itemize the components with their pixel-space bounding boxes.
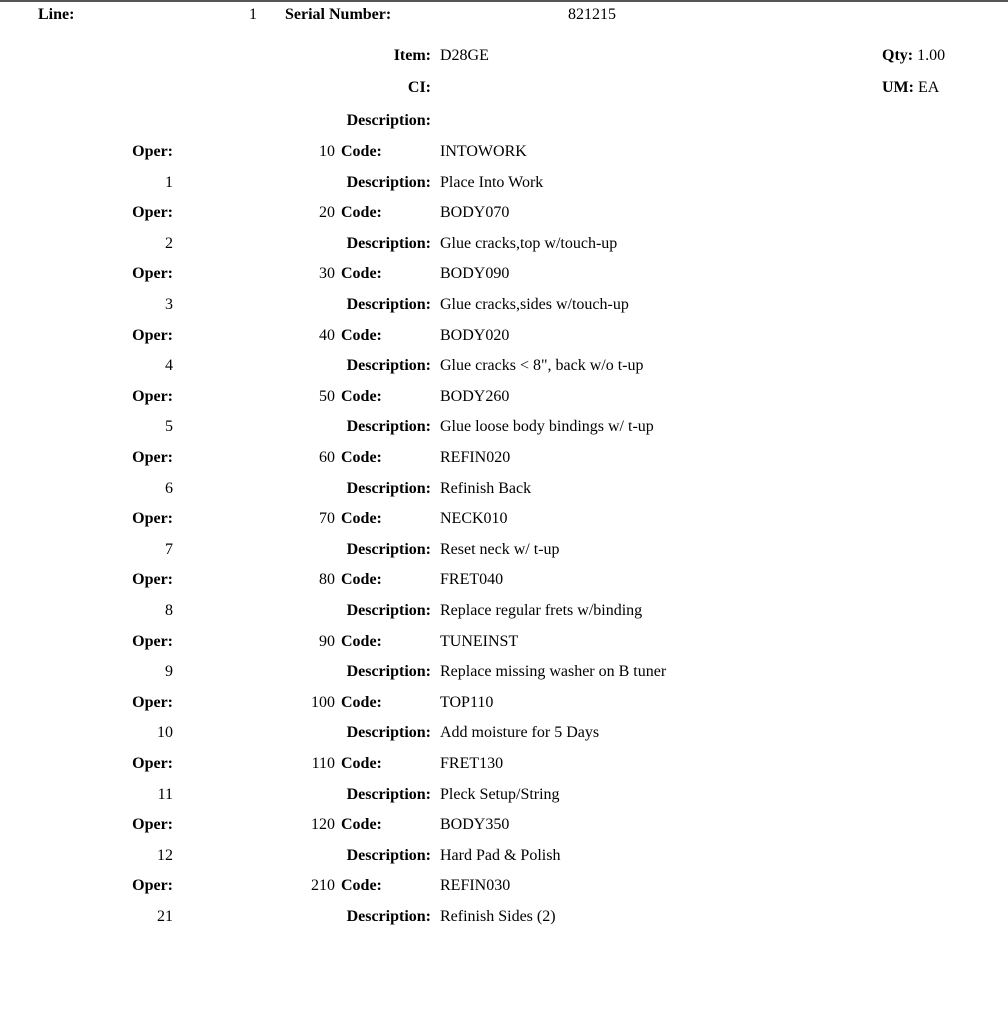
sequence-number: 7	[165, 541, 173, 558]
oper-row	[0, 446, 1008, 470]
oper-description-row	[0, 660, 1008, 684]
oper-description-row	[0, 783, 1008, 807]
oper-number: 210	[311, 877, 335, 894]
code-value: REFIN030	[440, 877, 511, 894]
code-value: FRET040	[440, 571, 504, 588]
oper-row	[0, 262, 1008, 286]
code-value: TOP110	[440, 694, 494, 711]
code-label: Code:	[341, 571, 382, 588]
description-value: Reset neck w/ t-up	[440, 541, 560, 558]
oper-description-row	[0, 354, 1008, 378]
description-value: Refinish Sides (2)	[440, 908, 556, 925]
code-label: Code:	[341, 327, 382, 344]
description-label: Description:	[346, 296, 431, 313]
description-value: Hard Pad & Polish	[440, 847, 561, 864]
code-value: BODY260	[440, 388, 510, 405]
code-label: Code:	[341, 510, 382, 527]
oper-label: Oper:	[132, 755, 173, 772]
description-value: Glue cracks,top w/touch-up	[440, 235, 618, 252]
ci-label: CI:	[407, 79, 431, 96]
oper-label: Oper:	[132, 633, 173, 650]
qty	[882, 44, 945, 68]
code-label: Code:	[341, 265, 382, 282]
oper-row	[0, 813, 1008, 837]
header-row-line	[0, 3, 1008, 27]
oper-row	[0, 324, 1008, 348]
description-label: Description:	[346, 235, 431, 252]
oper-number: 10	[319, 143, 335, 160]
oper-row	[0, 507, 1008, 531]
oper-label: Oper:	[132, 449, 173, 466]
sequence-number: 10	[157, 724, 173, 741]
oper-label: Oper:	[132, 877, 173, 894]
code-label: Code:	[341, 816, 382, 833]
oper-description-row	[0, 415, 1008, 439]
oper-number: 120	[311, 816, 335, 833]
oper-row	[0, 630, 1008, 654]
oper-number: 80	[319, 571, 335, 588]
oper-description-row	[0, 844, 1008, 868]
code-value: REFIN020	[440, 449, 511, 466]
oper-description-row	[0, 477, 1008, 501]
description-label: Description:	[346, 847, 431, 864]
code-value: BODY070	[440, 204, 510, 221]
code-label: Code:	[341, 388, 382, 405]
oper-label: Oper:	[132, 204, 173, 221]
description-label: Description:	[346, 541, 431, 558]
description-value: Pleck Setup/String	[440, 786, 560, 803]
serial-number-label: Serial Number:	[285, 6, 392, 23]
description-label: Description:	[346, 480, 431, 497]
code-value: BODY020	[440, 327, 510, 344]
description-label: Description:	[346, 174, 431, 191]
oper-label: Oper:	[132, 510, 173, 527]
code-value: INTOWORK	[440, 143, 527, 160]
sequence-number: 5	[165, 418, 173, 435]
oper-label: Oper:	[132, 327, 173, 344]
description-label: Description:	[346, 786, 431, 803]
sequence-number: 11	[157, 786, 173, 803]
um	[882, 76, 939, 100]
sequence-number: 9	[165, 663, 173, 680]
line-value: 1	[249, 6, 257, 23]
qty-label: Qty:	[882, 47, 914, 64]
item-value: D28GE	[440, 47, 489, 64]
sequence-number: 12	[157, 847, 173, 864]
oper-label: Oper:	[132, 388, 173, 405]
description-label: Description:	[346, 663, 431, 680]
code-value: FRET130	[440, 755, 504, 772]
oper-label: Oper:	[132, 571, 173, 588]
sequence-number: 3	[165, 296, 173, 313]
header-row-description	[0, 109, 1008, 133]
code-value: TUNEINST	[440, 633, 519, 650]
oper-row	[0, 752, 1008, 776]
code-label: Code:	[341, 143, 382, 160]
description-label: Description:	[346, 908, 431, 925]
description-value: Add moisture for 5 Days	[440, 724, 600, 741]
description-value: Glue loose body bindings w/ t-up	[440, 418, 654, 435]
code-value: BODY090	[440, 265, 510, 282]
sequence-number: 1	[165, 174, 173, 191]
description-value: Replace missing washer on B tuner	[440, 663, 667, 680]
oper-description-row	[0, 293, 1008, 317]
oper-label: Oper:	[132, 816, 173, 833]
oper-number: 90	[319, 633, 335, 650]
oper-description-row	[0, 232, 1008, 256]
description-label: Description:	[346, 724, 431, 741]
code-value: BODY350	[440, 816, 510, 833]
line-label: Line:	[38, 6, 75, 23]
oper-number: 100	[311, 694, 335, 711]
serial-number-value: 821215	[568, 6, 616, 23]
qty-value: 1.00	[917, 47, 946, 64]
oper-description-row	[0, 538, 1008, 562]
oper-row	[0, 385, 1008, 409]
code-label: Code:	[341, 877, 382, 894]
sequence-number: 6	[165, 480, 173, 497]
oper-number: 30	[319, 265, 335, 282]
description-value: Glue cracks < 8", back w/o t-up	[440, 357, 644, 374]
oper-row	[0, 140, 1008, 164]
header-description-label: Description:	[346, 112, 431, 129]
oper-number: 50	[319, 388, 335, 405]
oper-description-row	[0, 721, 1008, 745]
oper-description-row	[0, 905, 1008, 929]
header-row-ci	[0, 76, 1008, 100]
um-label: UM:	[882, 79, 914, 96]
oper-number: 60	[319, 449, 335, 466]
description-label: Description:	[346, 418, 431, 435]
header-row-item	[0, 44, 1008, 68]
sequence-number: 4	[165, 357, 173, 374]
oper-number: 70	[319, 510, 335, 527]
description-value: Refinish Back	[440, 480, 532, 497]
code-label: Code:	[341, 633, 382, 650]
um-value: EA	[917, 79, 940, 96]
sequence-number: 21	[157, 908, 173, 925]
code-label: Code:	[341, 204, 382, 221]
item-label: Item:	[393, 47, 431, 64]
description-value: Glue cracks,sides w/touch-up	[440, 296, 629, 313]
description-value: Place Into Work	[440, 174, 544, 191]
code-label: Code:	[341, 449, 382, 466]
code-label: Code:	[341, 755, 382, 772]
oper-row	[0, 874, 1008, 898]
code-label: Code:	[341, 694, 382, 711]
sequence-number: 8	[165, 602, 173, 619]
description-value: Replace regular frets w/binding	[440, 602, 643, 619]
oper-description-row	[0, 171, 1008, 195]
oper-number: 40	[319, 327, 335, 344]
description-label: Description:	[346, 602, 431, 619]
oper-number: 20	[319, 204, 335, 221]
oper-row	[0, 201, 1008, 225]
code-value: NECK010	[440, 510, 508, 527]
oper-label: Oper:	[132, 694, 173, 711]
oper-description-row	[0, 599, 1008, 623]
oper-row	[0, 568, 1008, 592]
oper-row	[0, 691, 1008, 715]
sequence-number: 2	[165, 235, 173, 252]
description-label: Description:	[346, 357, 431, 374]
oper-label: Oper:	[132, 143, 173, 160]
oper-label: Oper:	[132, 265, 173, 282]
oper-number: 110	[311, 755, 335, 772]
